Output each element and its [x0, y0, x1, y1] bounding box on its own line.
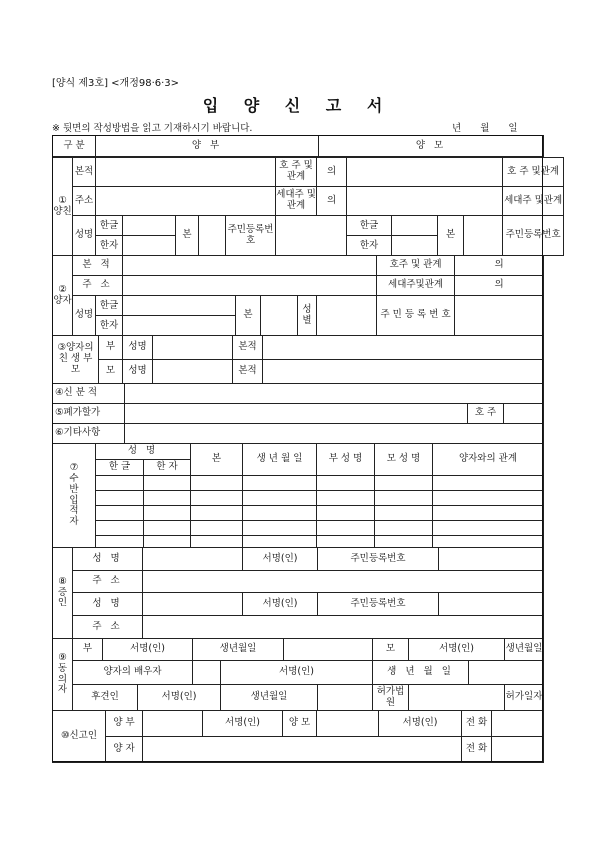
adoptee-hoju-label: 호주 및 관계: [377, 256, 455, 276]
bio-father-name-field[interactable]: [153, 336, 233, 360]
adoptee-bonjeok-label: 본 적: [73, 256, 123, 276]
acc-cell[interactable]: [144, 536, 191, 548]
reporter-yangja-field[interactable]: [143, 737, 462, 763]
seongmyeong-label: 성명: [73, 216, 96, 256]
juso-label: 주소: [73, 187, 96, 216]
acc-cell[interactable]: [433, 476, 544, 491]
reporter-phone1-label: 전 화: [462, 711, 492, 737]
acc-seongmyeong-header: 성 명: [96, 444, 191, 460]
yangbu-header: 양 부: [96, 136, 319, 157]
pyega-label: ⑤폐가할가: [53, 404, 125, 424]
adoptive-parents-section: [52, 157, 564, 256]
adoptee-seongbyeol-label: 성별: [298, 296, 317, 336]
acc-hanguel-header: 한 글: [96, 460, 144, 476]
mother-sedaeju-label: 세대주 및관계: [503, 187, 564, 216]
adoptee-juso-field[interactable]: [123, 276, 377, 296]
other-matters-field[interactable]: [125, 424, 544, 444]
misc-rows-section: [52, 383, 544, 444]
guardian-label: 후견인: [73, 685, 138, 711]
witness2-name-label: 성 명: [73, 593, 143, 616]
mother-name-labels: 한글 한자: [347, 216, 392, 256]
acc-hanja-header: 한 자: [144, 460, 191, 476]
acc-cell[interactable]: [96, 521, 144, 536]
acc-cell[interactable]: [375, 521, 433, 536]
adoptive-parents-label: ① 양친: [53, 158, 73, 256]
adoptee-bonjeok-field[interactable]: [123, 256, 377, 276]
sinbunjeok-label: ④신 분 적: [53, 384, 125, 404]
adoptee-label: ② 양자: [53, 256, 73, 336]
adoptee-jumin-label: 주 민 등 록 번 호: [377, 296, 455, 336]
witness-section: [52, 547, 544, 639]
acc-cell[interactable]: [433, 536, 544, 548]
reporter-phone1-field[interactable]: [492, 711, 544, 737]
mother-bon-label: 본: [438, 216, 464, 256]
guardian-birth-label: 생년월일: [221, 685, 318, 711]
acc-father-header: 부 성 명: [317, 444, 375, 476]
permit-date-label: 허가일자: [505, 685, 544, 711]
consent-father-label: 부: [73, 639, 103, 661]
mother-bonjeok-field[interactable]: [347, 158, 503, 187]
father-name-labels: 한글 한자: [96, 216, 123, 256]
acc-cell[interactable]: [317, 476, 375, 491]
acc-cell[interactable]: [96, 491, 144, 506]
reporter-yangbu-label: 양 부: [106, 711, 143, 737]
mother-hoju-label: 호 주 및관계: [503, 158, 564, 187]
acc-cell[interactable]: [96, 506, 144, 521]
father-jumin-label: 주민등록번호: [226, 216, 276, 256]
reporter-phone2-label: 전 화: [462, 737, 492, 763]
bio-mother-bonjeok-label: 본적: [233, 360, 263, 384]
acc-bon-header: 본: [191, 444, 243, 476]
bio-mother-name-label: 성명: [123, 360, 153, 384]
acc-cell[interactable]: [375, 506, 433, 521]
acc-cell[interactable]: [375, 536, 433, 548]
witness2-sign: 서명(인): [243, 593, 318, 616]
gubun-label: 구 분: [53, 136, 96, 157]
pyega-field[interactable]: [125, 404, 468, 424]
acc-cell[interactable]: [243, 491, 317, 506]
mother-bon-field[interactable]: [464, 216, 503, 256]
acc-cell[interactable]: [317, 506, 375, 521]
court-field[interactable]: [409, 685, 505, 711]
biological-parents-label: ③양자의 친 생 부 모: [53, 336, 99, 384]
reporter-yangmo-field[interactable]: [317, 711, 379, 737]
bio-mother-bonjeok-field[interactable]: [263, 360, 544, 384]
form-code: [양식 제3호] <개정98·6·3>: [52, 78, 180, 89]
consent-mother-label: 모: [373, 639, 409, 661]
acc-cell[interactable]: [433, 521, 544, 536]
witness1-juso-label: 주 소: [73, 571, 143, 593]
acc-cell[interactable]: [243, 476, 317, 491]
adoptee-sedaeju-label: 세대주및관계: [377, 276, 455, 296]
reporter-yangmo-sign: 서명(인): [379, 711, 462, 737]
witness2-jumin-label: 주민등록번호: [318, 593, 439, 616]
witness1-name-field[interactable]: [143, 548, 243, 571]
acc-cell[interactable]: [191, 521, 243, 536]
accompanying-label: ⑦ 수반입적자: [53, 444, 96, 548]
consent-mother-sign: 서명(인): [409, 639, 505, 661]
witness2-juso-label: 주 소: [73, 616, 143, 639]
accompanying-section: [52, 443, 544, 548]
consent-father-sign: 서명(인): [103, 639, 193, 661]
witness1-sign: 서명(인): [243, 548, 318, 571]
bio-father-bonjeok-field[interactable]: [263, 336, 544, 360]
adoptee-bon-field[interactable]: [261, 296, 298, 336]
consent-spouse-birth-label: 생 년 월 일: [373, 661, 469, 685]
page-title: 입 양 신 고 서: [202, 96, 393, 115]
adoptee-section: [52, 255, 544, 336]
guardian-birth-field[interactable]: [318, 685, 373, 711]
father-bon-field[interactable]: [199, 216, 226, 256]
acc-cell[interactable]: [433, 491, 544, 506]
acc-cell[interactable]: [144, 506, 191, 521]
father-sedaeju-ui: 의: [317, 187, 347, 216]
instruction-note: ※ 뒷면의 작성방법을 읽고 기재하시기 바랍니다.: [52, 123, 253, 134]
bio-mother-label: 모: [99, 360, 123, 384]
acc-cell[interactable]: [144, 521, 191, 536]
adoptee-seongmyeong-label: 성명: [73, 296, 96, 336]
reporter-yangbu-sign: 서명(인): [203, 711, 283, 737]
biological-parents-section: [52, 335, 544, 384]
father-sedaeju-label: 세대주 및관계: [276, 187, 317, 216]
bonjeok-label: 본적: [73, 158, 96, 187]
acc-cell[interactable]: [243, 521, 317, 536]
reporter-yangja-label: 양 자: [106, 737, 143, 763]
bio-father-bonjeok-label: 본적: [233, 336, 263, 360]
consent-spouse-label: 양자의 배우자: [73, 661, 193, 685]
acc-cell[interactable]: [433, 506, 544, 521]
adoptee-juso-label: 주 소: [73, 276, 123, 296]
reporter-phone2-field[interactable]: [492, 737, 544, 763]
consent-father-birth-label: 생년월일: [193, 639, 284, 661]
witness2-jumin-field[interactable]: [439, 593, 544, 616]
reporter-yangbu-field[interactable]: [143, 711, 203, 737]
consent-label: ⑨ 동의자: [53, 639, 73, 711]
acc-cell[interactable]: [191, 476, 243, 491]
witness2-juso-field[interactable]: [143, 616, 544, 639]
consent-spouse-sign: 서명(인): [221, 661, 373, 685]
acc-cell[interactable]: [243, 506, 317, 521]
pyega-hoju-field[interactable]: [504, 404, 544, 424]
witness2-name-field[interactable]: [143, 593, 243, 616]
adoptee-hoju-ui: 의: [455, 256, 544, 276]
father-hoju-label: 호 주 및관계: [276, 158, 317, 187]
acc-cell[interactable]: [375, 491, 433, 506]
father-name-fields[interactable]: [123, 216, 176, 256]
reporter-label: ⑩신고인: [53, 711, 106, 763]
bio-mother-name-field[interactable]: [153, 360, 233, 384]
adoptee-bon-label: 본: [236, 296, 261, 336]
adoptee-name-labels: 한글 한자: [96, 296, 123, 336]
adoptee-seongbyeol-field[interactable]: [317, 296, 377, 336]
acc-cell[interactable]: [317, 491, 375, 506]
reporter-yangmo-label: 양 모: [283, 711, 317, 737]
acc-cell[interactable]: [243, 536, 317, 548]
father-bon-label: 본: [176, 216, 199, 256]
adoptee-sedaeju-ui: 의: [455, 276, 544, 296]
guardian-sign: 서명(인): [138, 685, 221, 711]
bio-father-name-label: 성명: [123, 336, 153, 360]
court-label: 허가법원: [373, 685, 409, 711]
acc-birth-header: 생 년 월 일: [243, 444, 317, 476]
mother-juso-field[interactable]: [347, 187, 503, 216]
witness1-jumin-label: 주민등록번호: [318, 548, 439, 571]
reporter-section: [52, 710, 544, 763]
witness-label: ⑧ 증인: [53, 548, 73, 639]
witness1-name-label: 성 명: [73, 548, 143, 571]
consent-section: [52, 638, 544, 711]
acc-cell[interactable]: [191, 491, 243, 506]
consent-father-birth-field[interactable]: [284, 639, 373, 661]
father-jumin-field[interactable]: [276, 216, 347, 256]
acc-cell[interactable]: [317, 521, 375, 536]
adoptee-jumin-field[interactable]: [455, 296, 544, 336]
father-hoju-ui: 의: [317, 158, 347, 187]
acc-cell[interactable]: [144, 476, 191, 491]
bio-father-label: 부: [99, 336, 123, 360]
adoptee-name-fields[interactable]: [123, 296, 236, 336]
consent-spouse-field[interactable]: [193, 661, 221, 685]
witness1-jumin-field[interactable]: [439, 548, 544, 571]
acc-cell[interactable]: [96, 476, 144, 491]
acc-cell[interactable]: [144, 491, 191, 506]
acc-cell[interactable]: [96, 536, 144, 548]
consent-mother-birth-label: 생년월일: [505, 639, 544, 661]
mother-jumin-label: 주민등록번호: [503, 216, 564, 256]
other-matters-label: ⑥기타사항: [53, 424, 125, 444]
acc-cell[interactable]: [191, 536, 243, 548]
mother-name-fields[interactable]: [392, 216, 438, 256]
consent-spouse-birth-field[interactable]: [469, 661, 544, 685]
acc-cell[interactable]: [375, 476, 433, 491]
pyega-hoju-label: 호 주: [468, 404, 504, 424]
header-row-table: [52, 135, 544, 157]
acc-cell[interactable]: [317, 536, 375, 548]
witness1-juso-field[interactable]: [143, 571, 544, 593]
acc-cell[interactable]: [191, 506, 243, 521]
acc-mother-header: 모 성 명: [375, 444, 433, 476]
father-juso-field[interactable]: [96, 187, 276, 216]
father-bonjeok-field[interactable]: [96, 158, 276, 187]
sinbunjeok-field[interactable]: [125, 384, 544, 404]
yangmo-header: 양 모: [319, 136, 544, 157]
acc-relation-header: 양자와의 관계: [433, 444, 544, 476]
date-label: 년 월 일: [452, 123, 518, 134]
